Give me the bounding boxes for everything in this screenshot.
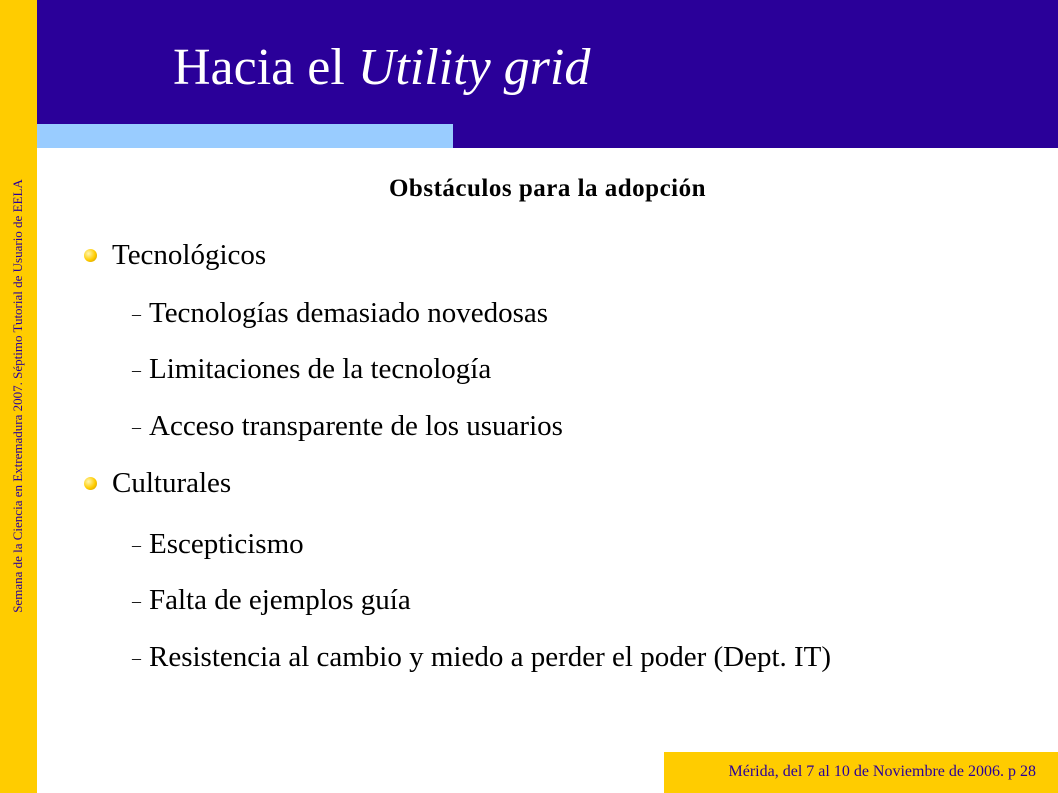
dash-marker: –: [132, 591, 141, 611]
dash-marker: –: [132, 535, 141, 555]
dash-marker: –: [132, 360, 141, 380]
list-item: [132, 583, 411, 618]
bullet-icon: [84, 249, 97, 262]
list-item: [132, 409, 563, 444]
list-item: [132, 296, 548, 331]
bullet-icon: [84, 477, 97, 490]
footer-text: Mérida, del 7 al 10 de Noviembre de 2006. p 28: [728, 763, 1036, 780]
section-label: Culturales: [112, 467, 232, 499]
dash-marker: –: [132, 417, 141, 437]
slide-subtitle: Obstáculos para la adopción: [388, 175, 707, 202]
list-item-text: Escepticismo: [149, 528, 304, 560]
list-item-text: Tecnologías demasiado novedosas: [149, 297, 549, 329]
list-item-text: Limitaciones de la tecnología: [149, 353, 492, 385]
slide-title: [173, 38, 590, 98]
list-item: [132, 527, 304, 562]
side-event-text: Semana de la Ciencia en Extremadura 2007. Séptimo Tutorial de Usuario de EELA: [10, 179, 25, 613]
footer-box: [664, 752, 1058, 793]
list-item: [132, 352, 491, 387]
title-italic-part: Utility grid: [357, 39, 591, 96]
title-plain-part: Hacia el: [173, 39, 358, 96]
list-item-text: Acceso transparente de los usuarios: [149, 410, 563, 442]
section-label: Tecnológicos: [112, 239, 267, 271]
list-item-text: Falta de ejemplos guía: [149, 584, 411, 616]
dash-marker: –: [132, 304, 141, 324]
list-item: [132, 640, 831, 675]
header-accent-stripe: [37, 124, 453, 148]
dash-marker: –: [132, 648, 141, 668]
list-item-text: Resistencia al cambio y miedo a perder el poder (Dept. IT): [149, 641, 832, 673]
